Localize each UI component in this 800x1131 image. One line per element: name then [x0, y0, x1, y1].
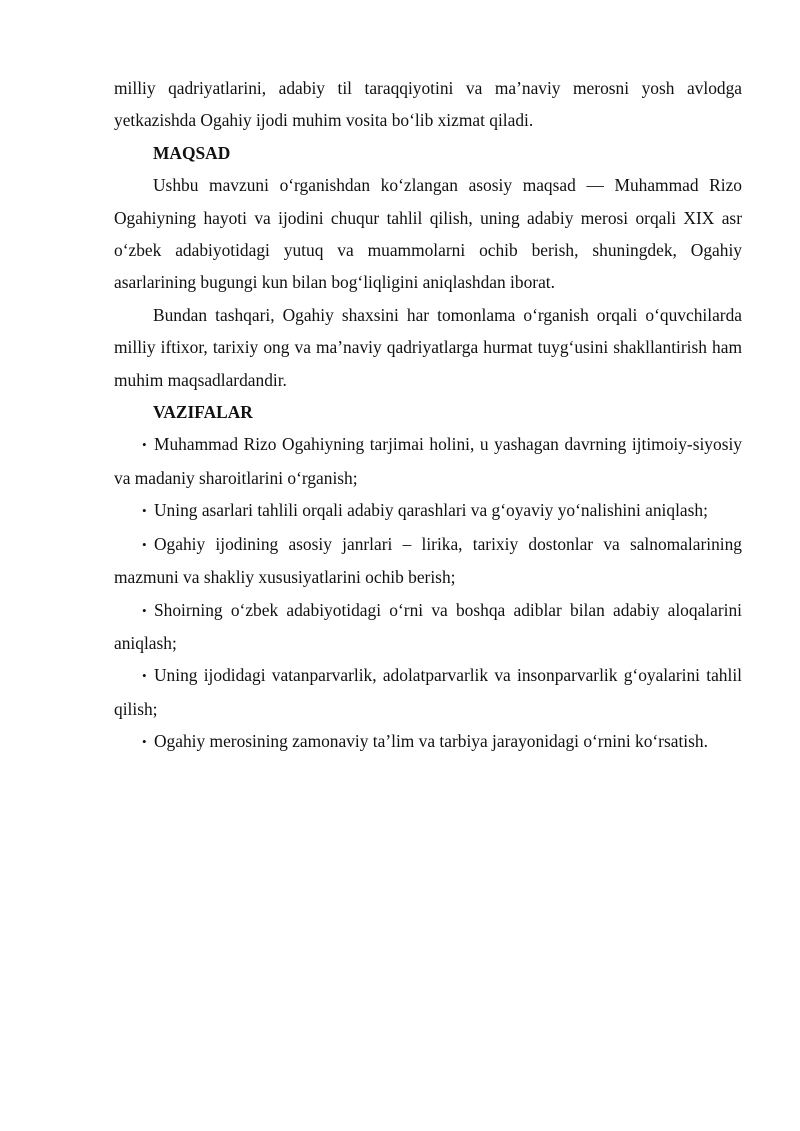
list-item [114, 594, 742, 660]
task-text: Ogahiy merosining zamonaviy ta’lim va tarbiya jarayonidagi o‘rnini ko‘rsatish. [154, 731, 708, 752]
task-text: Shoirning o‘zbek adabiyotidagi o‘rni va boshqa adiblar bilan adabiy aloqalarini aniqlash; [114, 599, 742, 653]
intro-continuation-paragraph: milliy qadriyatlarini, adabiy til taraqqiyotini va ma’naviy merosni yosh avlodga yetkazishda Ogahiy ijodi muhim vosita bo‘lib xizmat qiladi. [114, 78, 742, 131]
goal-heading: MAQSAD [153, 142, 231, 163]
list-item [114, 428, 742, 494]
task-text: Uning ijodidagi vatanparvarlik, adolatparvarlik va insonparvarlik g‘oyalarini tahlil qilish; [114, 665, 742, 719]
bullet-icon: • [142, 536, 147, 552]
bullet-icon: • [142, 503, 147, 519]
task-text: Muhammad Rizo Ogahiyning tarjimai holini, u yashagan davrning ijtimoiy-siyosiy va madaniy sharoitlarini o‘rganish; [114, 434, 742, 488]
task-text: Ogahiy ijodining asosiy janrlari – lirika, tarixiy dostonlar va salnomalarining mazmuni va shakliy xususiyatlarini ochib berish; [114, 533, 742, 588]
tasks-heading: VAZIFALAR [153, 402, 253, 423]
task-text: Uning asarlari tahlili orqali adabiy qarashlari va g‘oyaviy yo‘nalishini aniqlash; [154, 500, 708, 521]
list-item [114, 494, 742, 527]
tasks-list [114, 428, 742, 758]
bullet-icon: • [142, 668, 147, 684]
list-item [114, 528, 742, 594]
list-item [114, 725, 742, 758]
goal-paragraph-1: Ushbu mavzuni o‘rganishdan ko‘zlangan asosiy maqsad — Muhammad Rizo Ogahiyning hayoti va ijodini chuqur tahlil qilish, uning adabiy merosi orqali XIX asr o‘zbek adabiyotidagi yutuq va muammolarni ochib berish, shuningdek, Ogahiy asarlarining bugungi kun bilan bog‘liqligini aniqlashdan iborat. [114, 175, 742, 293]
goal-paragraph-2: Bundan tashqari, Ogahiy shaxsini har tomonlama o‘rganish orqali o‘quvchilarda milliy iftixor, tarixiy ong va ma’naviy qadriyatlarga hurmat tuyg‘usini shakllantirish ham muhim maqsadlardandir. [114, 304, 742, 390]
document-page [114, 72, 742, 759]
list-item [114, 659, 742, 725]
bullet-icon: • [142, 437, 147, 453]
bullet-icon: • [142, 734, 147, 750]
bullet-icon: • [142, 602, 147, 618]
